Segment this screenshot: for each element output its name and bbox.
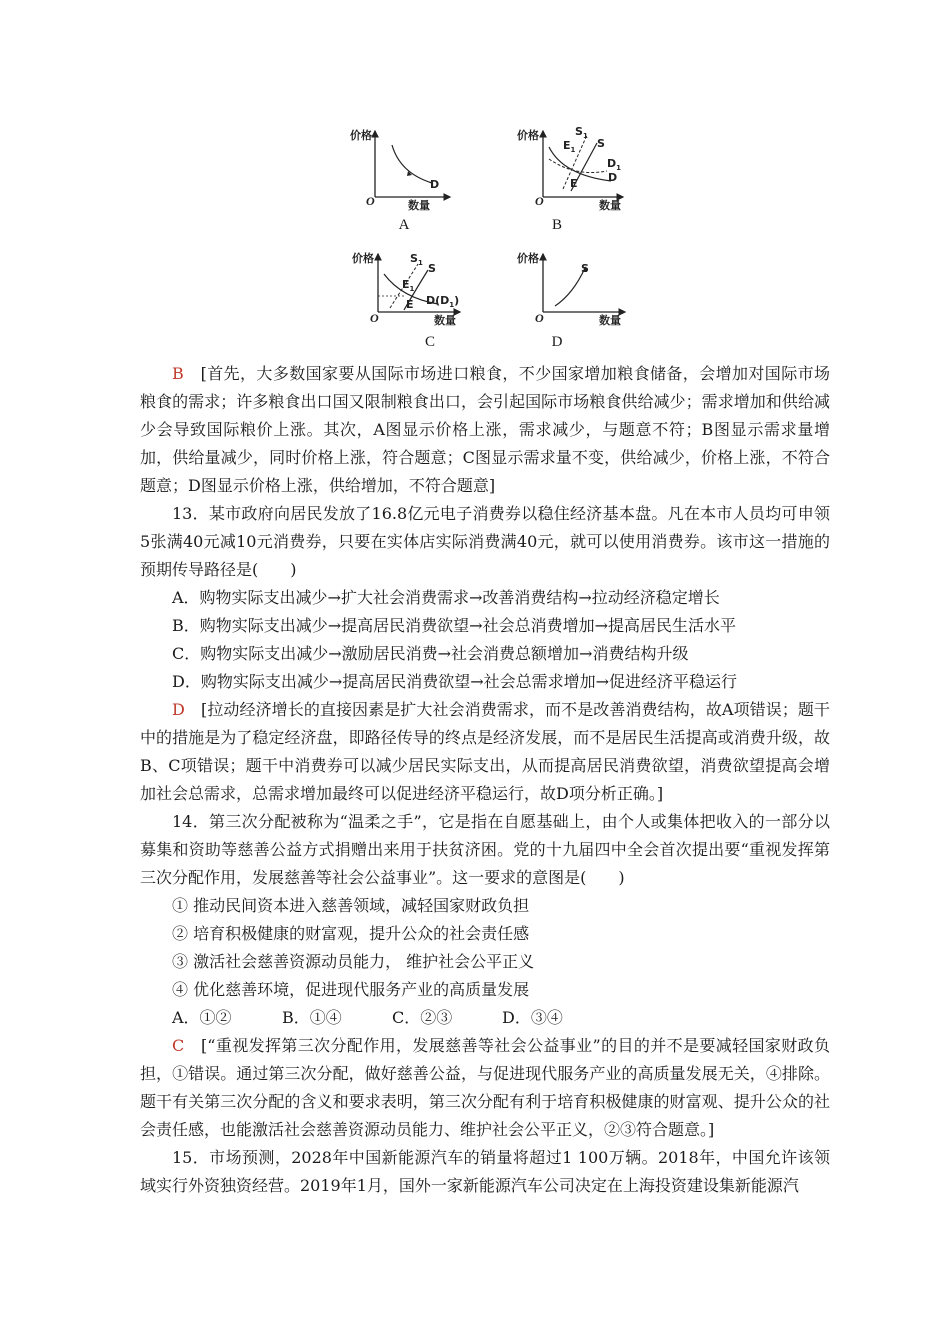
q12-answer-text: [首先，大多数国家要从国际市场进口粮食，不少国家增加粮食储备，会增加对国际市场粮食的需求；许多粮食出口国又限制粮食出口，会引起国际市场粮食供给减少；需求增加和供给减少会导致国际粮价上涨。其次，A图显示价格上涨，需求减少，与题意不符；B图显示需求量增加，供给量减少，同时价格上涨，符合题意；C图显示需求量不变，供给减少，价格上涨，不符合题意；D图显示价格上涨，供给增加，不符合题意] — [140, 364, 830, 495]
axis-price-label: 价格 — [517, 129, 539, 142]
axis-price-label: 价格 — [517, 252, 539, 265]
axis-quantity-label: 数量 — [434, 314, 456, 327]
axis-quantity-label: 数量 — [408, 199, 430, 212]
figure-a — [350, 125, 460, 233]
label-e1-main: E — [402, 278, 410, 291]
q13-answer — [140, 696, 830, 808]
origin-label: O — [370, 311, 379, 325]
q12-answer — [140, 360, 830, 500]
label-d1-main: D — [607, 157, 617, 170]
label-dd — [426, 294, 459, 309]
demand-curve — [392, 145, 432, 183]
figure-d — [515, 250, 635, 350]
label-s1-sub: 1 — [417, 259, 423, 267]
q14-option-d: D．③④ — [502, 1008, 563, 1027]
figure-b-label: B — [551, 217, 562, 233]
label-s1-sub: 1 — [582, 132, 588, 140]
label-s1 — [410, 252, 423, 267]
origin-label: O — [535, 311, 544, 325]
q14-stem: 14．第三次分配被称为“温柔之手”，它是指在自愿基础上，由个人或集体把收入的一部分以募集和资助等慈善公益方式捐赠出来用于扶贫济困。党的十九届四中全会首次提出要“重视发挥第三次分配作用，发展慈善等社会公益事业”。这一要求的意图是( ) — [140, 812, 830, 887]
label-dd-close: ) — [454, 294, 460, 307]
figure-b — [515, 125, 635, 233]
label-e1 — [563, 139, 576, 154]
label-e1-sub: 1 — [409, 285, 415, 293]
q14-answer-letter: C — [172, 1036, 185, 1055]
q14-option-c: C．②③ — [392, 1008, 453, 1027]
q14-answer-text: [“重视发挥第三次分配作用，发展慈善等社会公益事业”的目的并不是要减轻国家财政负担，①错误。通过第三次分配，做好慈善公益，与促进现代服务产业的高质量发展无关，④排除。题干有关第三次分配的含义和要求表明，第三次分配有利于培育积极健康的财富观、提升公众的社会责任感，也能激活社会慈善资源动员能力、维护社会公平正义，②③符合题意。] — [140, 1036, 830, 1139]
q14-statement-2: ② 培育积极健康的财富观，提升公众的社会责任感 — [172, 924, 530, 943]
q14-options — [140, 1004, 830, 1032]
q13-answer-text: [拉动经济增长的直接因素是扩大社会消费需求，而不是改善消费结构，故A项错误；题干中的措施是为了稳定经济盘，即路径传导的终点是经济发展，而不是居民生活提高或消费升级，故B、C项错误；题干中消费券可以减少居民实际支出，从而提高居民消费欲望，消费欲望提高会增加社会总需求，总需求增加最终可以促进经济平稳运行，故D项分析正确。] — [140, 700, 830, 803]
q13-option-b: B．购物实际支出减少→提高居民消费欲望→社会总消费增加→提高居民生活水平 — [172, 616, 736, 635]
q12-answer-letter: B — [172, 364, 184, 383]
label-s: S — [428, 262, 436, 275]
q13-answer-letter: D — [172, 700, 185, 719]
label-e: E — [406, 298, 414, 311]
figure-b-qlabel — [547, 197, 657, 217]
label-e1 — [402, 278, 415, 293]
label-e1-sub: 1 — [570, 146, 576, 154]
figure-d-label: D — [551, 334, 563, 350]
q14-statement-4: ④ 优化慈善环境，促进现代服务产业的高质量发展 — [172, 980, 530, 999]
label-s1-main: S — [575, 125, 583, 138]
label-dd-sub: 1 — [449, 301, 455, 309]
axis-quantity-label: 数量 — [599, 314, 621, 327]
q15-stem: 15．市场预测，2028年中国新能源汽车的销量将超过1 100万辆。2018年，中国允许该领域实行外资独资经营。2019年1月，国外一家新能源汽车公司决定在上海投资建设集新能源汽 — [140, 1148, 830, 1195]
figure-a-qlabel — [378, 197, 488, 217]
q13-option-a: A．购物实际支出减少→扩大社会消费需求→改善消费结构→拉动经济稳定增长 — [172, 588, 720, 607]
figures-area — [0, 0, 950, 360]
q14-option-b: B．①④ — [282, 1008, 342, 1027]
q13-option-c: C．购物实际支出减少→激励居民消费→社会消费总额增加→消费结构升级 — [172, 644, 689, 663]
origin-label: O — [535, 194, 544, 208]
q14-statement-1: ① 推动民间资本进入慈善领域，减轻国家财政负担 — [172, 896, 530, 915]
axis-quantity-label: 数量 — [599, 199, 621, 212]
figure-c — [350, 250, 470, 350]
figure-a-label: A — [398, 217, 410, 233]
label-s1-main: S — [410, 252, 418, 265]
q14-option-a: A．①② — [172, 1008, 232, 1027]
origin-label: O — [366, 194, 375, 208]
demand-curve-d1 — [549, 159, 607, 173]
label-s1 — [575, 125, 588, 140]
q13-stem: 13．某市政府向居民发放了16.8亿元电子消费券以稳住经济基本盘。凡在本市人员均可申领5张满40元减10元消费券，只要在实体店实际消费满40元，就可以使用消费券。该市这一措施的预期传导路径是( ) — [140, 504, 830, 579]
label-d1-sub: 1 — [616, 164, 622, 172]
q14-answer — [140, 1032, 830, 1144]
figure-c-qlabel — [382, 312, 492, 332]
label-d: D — [608, 171, 618, 184]
demand-curve-d — [549, 147, 611, 181]
document-body — [140, 360, 830, 1200]
curve-s-label: S — [581, 262, 589, 275]
label-s: S — [597, 137, 605, 150]
q14-statement-3: ③ 激活社会慈善资源动员能力， 维护社会公平正义 — [172, 952, 535, 971]
label-dd-main: D(D — [426, 294, 450, 307]
axis-price-label: 价格 — [350, 129, 372, 142]
label-e1-main: E — [563, 139, 571, 152]
label-e: E — [570, 177, 578, 190]
axis-price-label: 价格 — [352, 252, 374, 265]
figure-c-label: C — [424, 334, 435, 350]
q13-option-d: D．购物实际支出减少→提高居民消费欲望→社会总需求增加→促进经济平稳运行 — [172, 672, 738, 691]
label-d1 — [607, 157, 621, 172]
curve-d-label: D — [430, 178, 440, 191]
figure-d-qlabel — [547, 312, 657, 332]
